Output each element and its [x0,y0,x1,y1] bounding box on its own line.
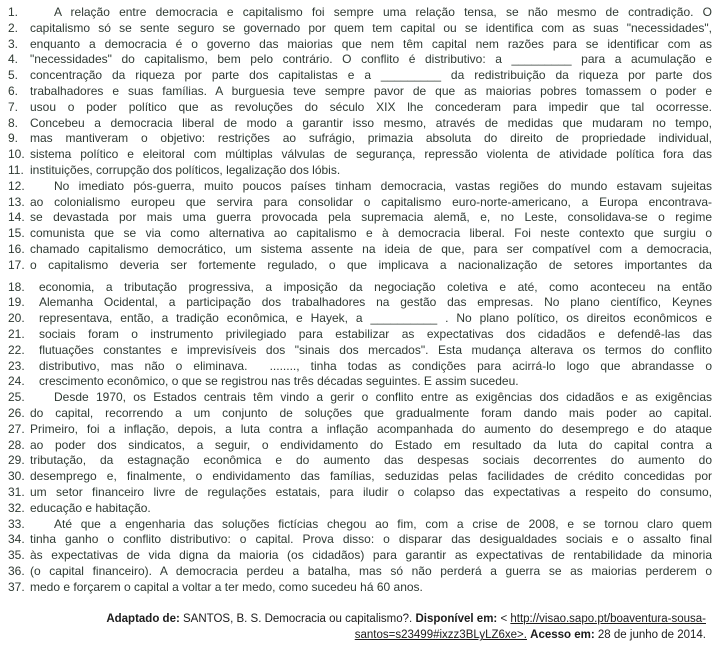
line-number: 4. [8,52,19,67]
line-number: 18. [8,279,25,294]
line-text: o capitalismo deveria ser fortemente regulado, o que implicava a nacionalização de setores importantes da [30,257,712,272]
citation-line-2 [8,627,706,643]
line-number: 26. [8,405,25,420]
line-text: crescimento econômico, o que se registrou nas três décadas seguintes. E assim sucedeu. [39,374,519,389]
line-number: 34. [8,532,25,547]
passage-line [8,258,712,274]
passage-line [8,5,712,21]
line-text: flutuações constantes e imprevisíveis dos "sinais dos mercados". Esta mudança alterava os termos do conflito [39,342,712,357]
line-text: ao colonialismo europeu que servira para consolidar o capitalismo euro-norte-americano, a Europa encontrava- [30,194,712,209]
line-text: se devastada por mais uma guerra provocada pela supremacia alemã, e, no Leste, consolidava-se o regime [30,210,712,225]
line-number: 5. [8,68,19,83]
line-text: às expectativas de vida digna da maioria (os cidadãos) para garantir as expectativas de rentabilidade da minoria [30,548,712,563]
line-number: 25. [8,390,25,405]
line-text: enquanto a democracia é o governo das maiorias que nem têm capital nem razões para se identificar com as [30,36,712,51]
passage-line [8,116,712,132]
acesso-label: Acesso em: [530,629,595,642]
line-number: 15. [8,226,25,241]
line-text: chamado capitalismo democrático, um sistema assente na ideia de que, para ser compatível com a democracia, [30,241,712,256]
passage-line [8,21,712,37]
passage-line [8,406,712,422]
passage-line [8,311,712,327]
passage-line [8,100,712,116]
passage-line [8,580,712,596]
line-text: distributivo, mas não o eliminava. ........, tinha todas as condições para acirrá-lo logo que abrandasse o [39,358,712,373]
passage-line [8,517,712,533]
line-number: 27. [8,421,25,436]
line-number: 21. [8,326,25,341]
passage-line [8,68,712,84]
line-text: medo e forçarem o capital a voltar a ter medo, como sucedeu há 60 anos. [30,579,423,594]
line-text: "necessidades" do capitalismo, bem pelo contrário. O conflito é distributivo: a _________ para a acumulação e [30,52,712,67]
line-number: 10. [8,147,25,162]
line-number: 35. [8,548,25,563]
line-number: 29. [8,453,25,468]
line-text: ao poder dos sindicatos, a seguir, o endividamento do Estado em resultado da luta do capital contra a [30,437,712,452]
line-number: 19. [8,295,25,310]
passage-line [8,422,712,438]
line-number: 12. [8,178,25,193]
line-text: instituições, corrupção dos políticos, legalização dos lóbis. [30,162,341,177]
line-text: tributação, da estagnação econômica e do aumento das despesas sociais decorrentes do aumento do [30,453,712,468]
line-text: usou o poder político que as revoluções do século XIX lhe concederam para impedir que tal ocorresse. [30,99,712,114]
line-text: A relação entre democracia e capitalismo foi sempre uma relação tensa, se não mesmo de contradição. O [54,5,712,19]
passage-line [8,327,712,343]
passage-line [8,280,712,296]
line-text: concentração da riqueza por parte dos capitalistas e a _________ da redistribuição da riqueza por parte dos [30,68,712,83]
passage-line [8,163,712,179]
line-number: 20. [8,311,25,326]
line-text: Desde 1970, os Estados centrais têm vindo a gerir o conflito entre as exigências dos cidadãos e as exigências [54,390,712,405]
line-number: 2. [8,20,19,35]
passage-line [8,548,712,564]
pre-link-bracket: < [497,613,511,626]
line-text: Até que a engenharia das soluções fictícias chegou ao fim, com a crise de 2008, e se tornou claro quem [54,516,712,531]
source-url-part1[interactable]: http://visao.sapo.pt/boaventura-sousa- [510,613,706,626]
line-number: 9. [8,131,19,146]
line-number: 30. [8,469,25,484]
passage-line [8,52,712,68]
passage-line [8,390,712,406]
citation-text: SANTOS, B. S. Democracia ou capitalismo?. [179,613,416,626]
passage-line [8,242,712,258]
line-text: trabalhadores e suas famílias. A burguesia teve sempre pavor de que as maiorias pobres tomassem o poder e [30,83,712,98]
line-text: desemprego e, finalmente, o endividamento das famílias, seduzidas pelas facilidades de crédito concedidas por [30,469,712,484]
passage-line [8,84,712,100]
source-url-part2[interactable]: santos=s23499#ixzz3BLyLZ6xe>. [354,629,527,642]
passage-line [8,37,712,53]
access-date: 28 de junho de 2014. [594,629,706,642]
line-text: Concebeu a democracia liberal de modo a garantir isso mesmo, através de medidas que mudaram no tempo, [30,115,712,130]
line-text: tinha ganho o conflito distributivo: o capital. Prova disso: o disparar das desigualdades sociais e o assalto final [30,532,712,547]
line-number: 24. [8,374,25,389]
line-number: 1. [8,5,19,19]
passage-line [8,359,712,375]
passage [8,5,712,595]
passage-line [8,438,712,454]
line-number: 33. [8,516,25,531]
passage-line [8,226,712,242]
line-number: 32. [8,500,25,515]
line-number: 7. [8,99,19,114]
passage-line [8,147,712,163]
line-text: comunista que se via como alternativa ao capitalismo e à democracia liberal. Foi neste contexto que surgiu o [30,226,712,241]
source-citation [8,611,712,643]
passage-line [8,485,712,501]
adaptado-label: Adaptado de: [106,613,180,626]
line-number: 3. [8,36,19,51]
line-number: 8. [8,115,19,130]
line-number: 6. [8,83,19,98]
passage-line [8,343,712,359]
line-text: Primeiro, foi a inflação, depois, a luta contra a inflação acompanhada do aumento do desemprego e do ataque [30,421,712,436]
line-text: economia, a tributação progressiva, a imposição da negociação coletiva e até, como aconteceu na então [39,279,712,294]
passage-line [8,210,712,226]
line-text: capitalismo só se sente seguro se governado por quem tem capital ou se identifica com as suas "necessidades", [30,20,712,35]
line-number: 14. [8,210,25,225]
line-text: sociais foram o instrumento privilegiado para estabilizar as expectativas dos cidadãos e defendê-las das [39,326,712,341]
line-number: 36. [8,563,25,578]
line-text: (o capital financeiro). A democracia perdeu a batalha, mas só não perderá a guerra se as maiorias perderem o [30,563,712,578]
passage-line [8,195,712,211]
passage-line [8,532,712,548]
line-number: 37. [8,579,25,594]
passage-line [8,564,712,580]
passage-line [8,501,712,517]
line-text: No imediato pós-guerra, muito poucos países tinham democracia, vastas regiões do mundo estavam sujeitas [54,178,712,193]
line-number: 16. [8,241,25,256]
passage-line [8,179,712,195]
line-number: 11. [8,162,24,177]
line-text: sistema político e eleitoral com múltiplas válvulas de segurança, repressão violenta de atividade política fora das [30,147,712,162]
line-text: do capital, recorrendo a um conjunto de soluções que gradualmente foram dando mais poder ao capital. [30,405,712,420]
line-number: 17. [8,257,25,272]
disponivel-label: Disponível em: [415,613,498,626]
citation-line-1 [8,611,706,627]
line-text: Alemanha Ocidental, a participação dos trabalhadores na gestão das empresas. No plano científico, Keynes [39,295,712,310]
line-text: mas mantiveram o objetivo: restrições ao sufrágio, primazia absoluta do direito de propriedade individual, [30,131,712,146]
line-number: 13. [8,194,25,209]
passage-line [8,131,712,147]
line-number: 31. [8,484,25,499]
passage-line [8,374,712,390]
line-text: um setor financeiro livre de regulações estatais, para iludir o colapso das expectativas a respeito do consumo, [30,484,712,499]
line-text: representava, então, a tradição econômica, e Hayek, a __________ . No plano político, os direitos econômicos e [39,311,712,326]
line-number: 22. [8,342,25,357]
passage-line [8,453,712,469]
line-number: 23. [8,358,25,373]
passage-line [8,469,712,485]
line-number: 28. [8,437,25,452]
passage-line [8,295,712,311]
line-text: educação e habitação. [30,500,151,515]
